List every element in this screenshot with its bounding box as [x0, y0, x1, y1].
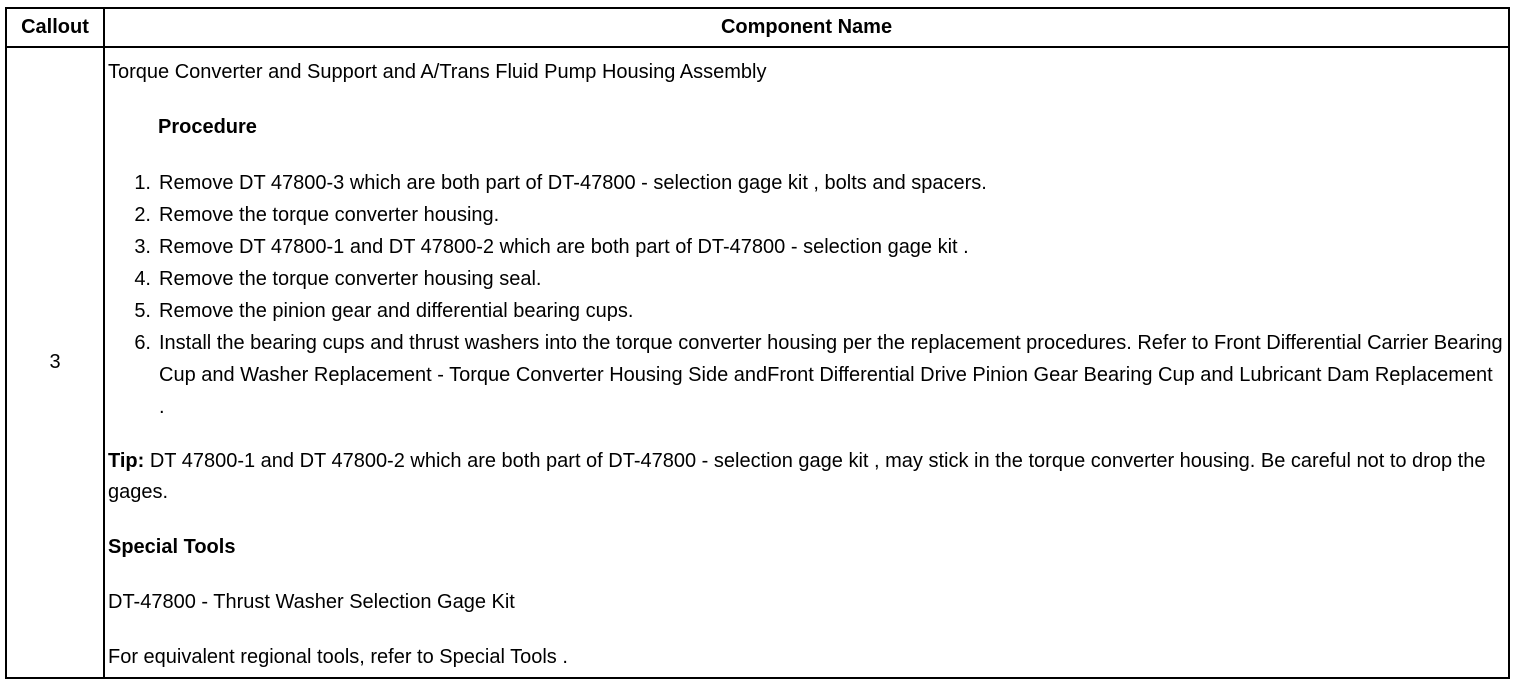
tip-label: Tip: [108, 450, 145, 472]
regional-tools-note: For equivalent regional tools, refer to Special Tools . [108, 646, 568, 668]
procedure-step [108, 167, 1503, 199]
tip-note [108, 446, 1503, 508]
step-text: Remove the pinion gear and differential bearing cups. [159, 300, 634, 322]
step-number: 2. [134, 204, 151, 226]
special-tools-heading: Special Tools [108, 536, 236, 558]
procedure-step [108, 327, 1503, 423]
component-table [5, 7, 1510, 679]
step-text: Remove DT 47800-3 which are both part of DT-47800 - selection gage kit , bolts and spacers. [159, 172, 987, 194]
header-callout: Callout [21, 16, 89, 38]
header-component-name: Component Name [720, 16, 893, 38]
special-tool-item: DT-47800 - Thrust Washer Selection Gage Kit [108, 591, 515, 613]
procedure-step [108, 231, 1503, 263]
step-number: 3. [134, 236, 151, 258]
component-cell [108, 48, 1503, 673]
step-number: 6. [134, 332, 151, 354]
procedure-step [108, 199, 1503, 231]
step-text: Remove the torque converter housing seal. [159, 268, 542, 290]
step-number: 4. [134, 268, 151, 290]
procedure-heading: Procedure [158, 116, 257, 138]
callout-number: 3 [49, 351, 61, 373]
step-number: 5. [134, 300, 151, 322]
step-text: Remove the torque converter housing. [159, 204, 500, 226]
step-text: Remove DT 47800-1 and DT 47800-2 which are both part of DT-47800 - selection gage kit . [159, 236, 969, 258]
tip-text: DT 47800-1 and DT 47800-2 which are both part of DT-47800 - selection gage kit , may stick in the torque converter housing. Be careful not to drop the gages. [108, 450, 1486, 503]
step-number: 1. [134, 172, 151, 194]
procedure-step [108, 295, 1503, 327]
column-divider [103, 9, 105, 677]
component-title: Torque Converter and Support and A/Trans Fluid Pump Housing Assembly [108, 61, 767, 83]
step-text: Install the bearing cups and thrust washers into the torque converter housing per the replacement procedures. Refer to Front Differential Carrier Bearing Cup and Washer Replacement - Torque Converter Housing Side andFront Differential Drive Pinion Gear Bearing Cup and Lubricant Dam Replacement . [159, 332, 1503, 418]
procedure-step [108, 263, 1503, 295]
procedure-steps [108, 167, 1503, 423]
